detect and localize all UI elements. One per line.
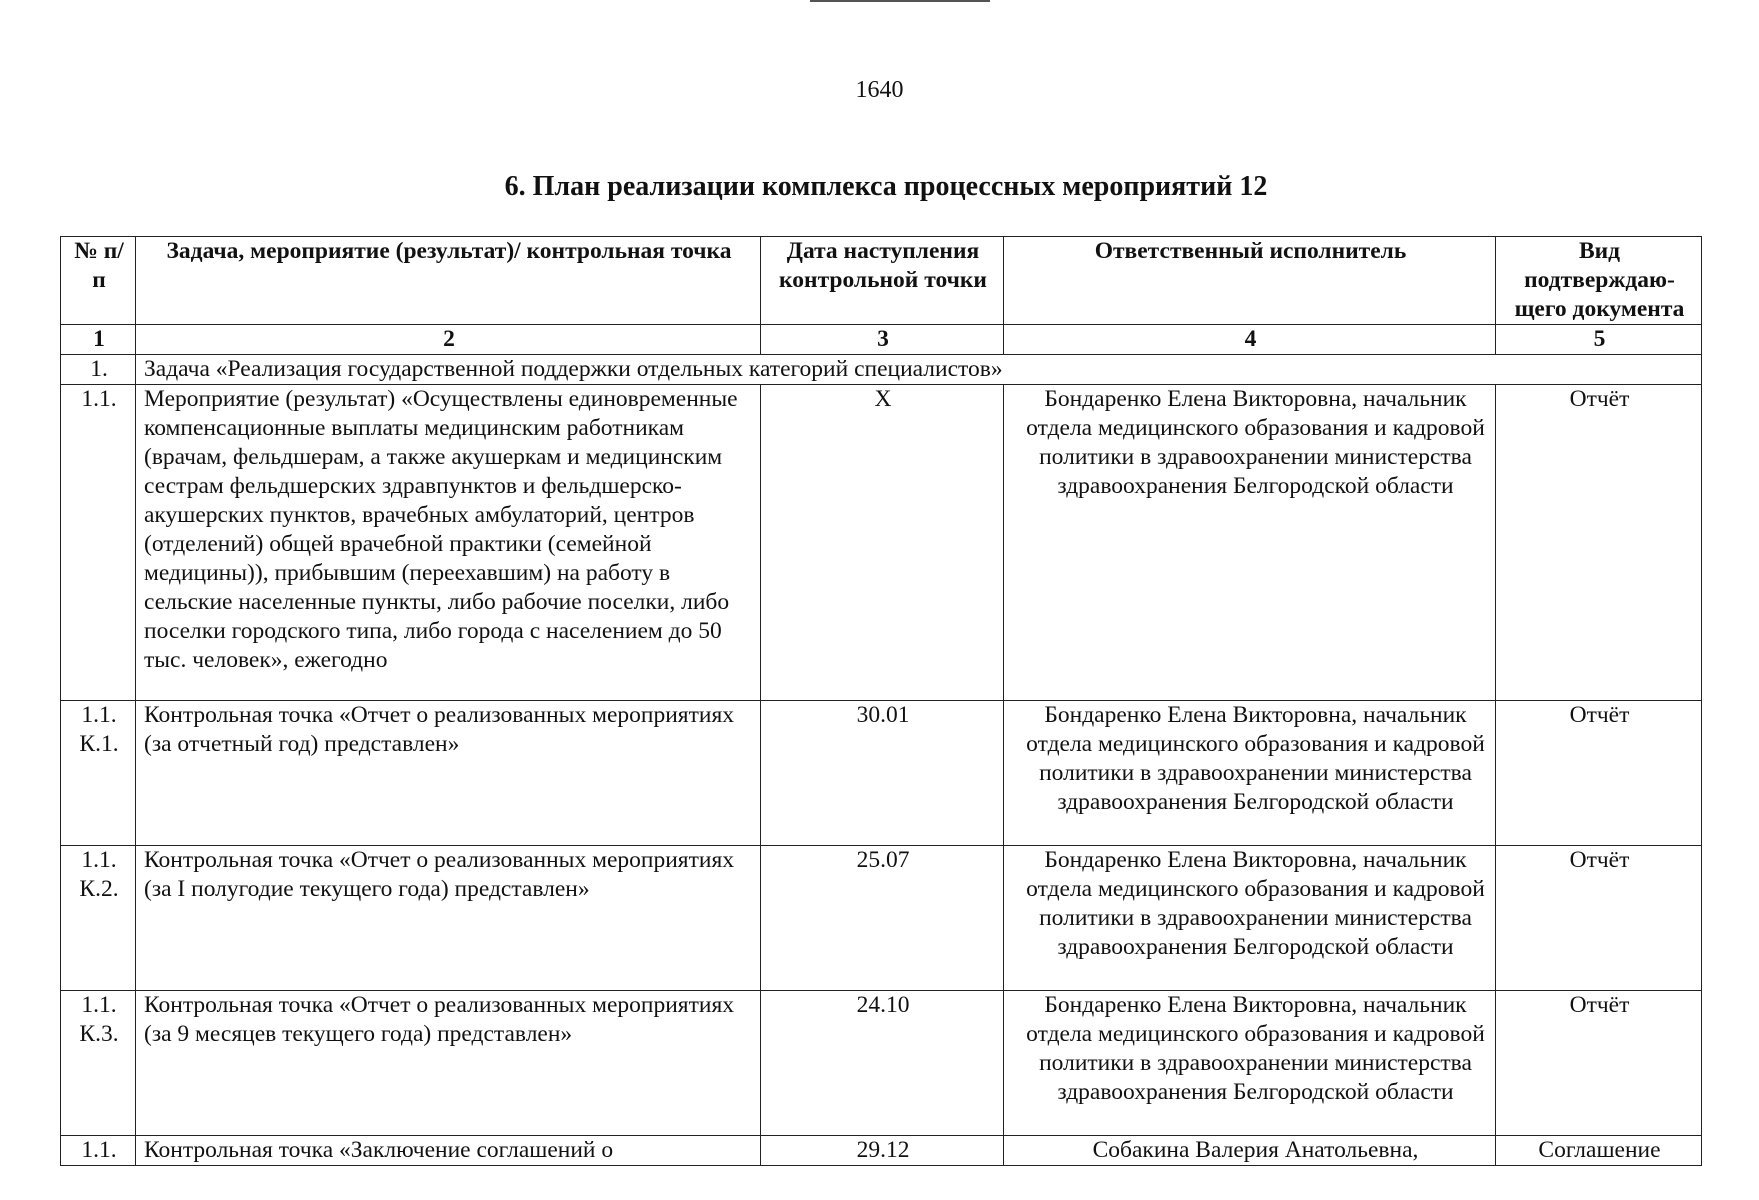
table-row [61, 701, 1702, 846]
top-rule [810, 0, 990, 2]
column-number: 2 [136, 325, 761, 355]
row-responsible [1004, 991, 1496, 1136]
row-num: 1.1. К.1. [61, 701, 136, 846]
responsible-text: Бондаренко Елена Викторовна, начальник отдела медицинского образования и кадровой политики в здравоохранении министерства здравоохранения Белгородской области [1026, 847, 1485, 960]
header-responsible: Ответственный исполнитель [1004, 237, 1496, 325]
table-row [61, 385, 1702, 701]
row-doc: Отчёт [1496, 991, 1702, 1136]
responsible-text: Бондаренко Елена Викторовна, начальник отдела медицинского образования и кадровой политики в здравоохранении министерства здравоохранения Белгородской области [1026, 702, 1485, 815]
responsible-text: Собакина Валерия Анатольевна, [1092, 1137, 1419, 1163]
row-date: 29.12 [761, 1136, 1004, 1166]
row-doc: Отчёт [1496, 385, 1702, 701]
column-number-row [61, 325, 1702, 355]
section-title: 6. План реализации комплекса процессных мероприятий 12 [504, 171, 1268, 202]
row-task: Контрольная точка «Отчет о реализованных мероприятиях (за I полугодие текущего года) представлен» [136, 846, 761, 991]
plan-table [60, 236, 1702, 1166]
row-doc: Отчёт [1496, 846, 1702, 991]
header-doc: Вид подтверждаю-щего документа [1496, 237, 1702, 325]
row-doc: Отчёт [1496, 701, 1702, 846]
row-task: Контрольная точка «Заключение соглашений о [136, 1136, 761, 1166]
row-num: 1.1. К.2. [61, 846, 136, 991]
row-date: X [761, 385, 1004, 701]
row-task: Мероприятие (результат) «Осуществлены единовременные компенсационные выплаты медицинским работникам (врачам, фельдшерам, а также акушеркам и медицинским сестрам фельдшерских здравпунктов и фельдшерско-акушерских пунктов, врачебных амбулаторий, центров (отделений) общей врачебной практики (семейной медицины)), прибывшим (переехавшим) на работу в сельские населенные пункты, либо рабочие поселки, либо поселки городского типа, либо города с населением до 50 тыс. человек», ежегодно [136, 385, 761, 701]
row-task: Контрольная точка «Отчет о реализованных мероприятиях (за 9 месяцев текущего года) представлен» [136, 991, 761, 1136]
task-text: Задача «Реализация государственной поддержки отдельных категорий специалистов» [136, 355, 1702, 385]
row-responsible [1004, 846, 1496, 991]
task-num: 1. [61, 355, 136, 385]
page-number: 1640 [855, 77, 904, 103]
column-number: 3 [761, 325, 1004, 355]
row-task: Контрольная точка «Отчет о реализованных мероприятиях (за отчетный год) представлен» [136, 701, 761, 846]
row-responsible [1004, 701, 1496, 846]
row-date: 25.07 [761, 846, 1004, 991]
task-row [61, 355, 1702, 385]
column-number: 4 [1004, 325, 1496, 355]
table-row [61, 991, 1702, 1136]
responsible-text: Бондаренко Елена Викторовна, начальник отдела медицинского образования и кадровой политики в здравоохранении министерства здравоохранения Белгородской области [1026, 992, 1485, 1105]
header-num: № п/п [61, 237, 136, 325]
table-row [61, 846, 1702, 991]
responsible-text: Бондаренко Елена Викторовна, начальник отдела медицинского образования и кадровой политики в здравоохранении министерства здравоохранения Белгородской области [1026, 386, 1485, 499]
column-number: 1 [61, 325, 136, 355]
row-num: 1.1. К.3. [61, 991, 136, 1136]
table-row [61, 1136, 1702, 1166]
row-date: 24.10 [761, 991, 1004, 1136]
column-number: 5 [1496, 325, 1702, 355]
row-date: 30.01 [761, 701, 1004, 846]
row-responsible [1004, 1136, 1496, 1166]
row-num: 1.1. [61, 1136, 136, 1166]
row-doc: Соглашение [1496, 1136, 1702, 1166]
row-num: 1.1. [61, 385, 136, 701]
header-task: Задача, мероприятие (результат)/ контрольная точка [136, 237, 761, 325]
header-date: Дата наступления контрольной точки [761, 237, 1004, 325]
row-responsible [1004, 385, 1496, 701]
header-row [61, 237, 1702, 325]
